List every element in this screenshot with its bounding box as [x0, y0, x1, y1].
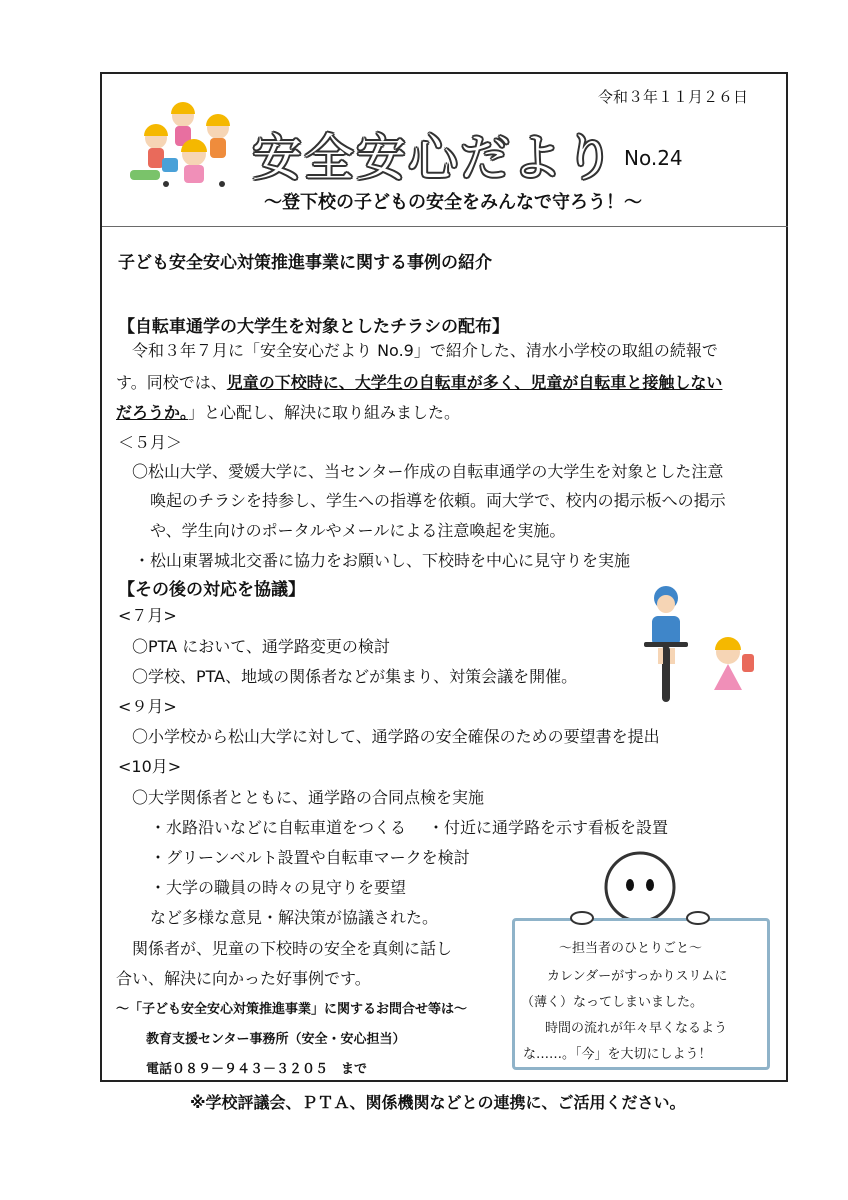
- intro-line-2-emphasis: 児童の下校時に、大学生の自転車が多く、児童が自転車と接触しない: [226, 373, 723, 392]
- october-summary: など多様な意見・解決策が協議された。: [150, 908, 439, 927]
- case-heading: 【自転車通学の大学生を対象としたチラシの配布】: [118, 317, 509, 337]
- october-bullet-2: ・付近に通学路を示す看板を設置: [428, 818, 669, 837]
- intro-line-3: [116, 400, 460, 423]
- newsletter-title: 安全安心だより: [252, 129, 616, 187]
- october-bullet-4: ・大学の職員の時々の見守りを要望: [150, 878, 407, 897]
- contact-heading: ～「子ども安全安心対策推進事業」に関するお問合せ等は～: [116, 1002, 468, 1017]
- october-item: 〇大学関係者とともに、通学路の合同点検を実施: [132, 788, 485, 807]
- july-item-2: 〇学校、PTA、地域の関係者などが集まり、対策会議を開催。: [132, 667, 578, 686]
- july-item-1: 〇PTA において、通学路変更の検討: [132, 637, 390, 656]
- hands-icon: [566, 906, 716, 926]
- october-bullet-1: ・水路沿いなどに自転車道をつくる: [150, 818, 407, 837]
- may-bullet: ・松山東署城北交番に協力をお願いし、下校時を中心に見守りを実施: [134, 551, 631, 570]
- contact-phone: 電話０８９－９４３－３２０５ まで: [146, 1062, 368, 1077]
- intro-line-3-emphasis: だろうか。: [116, 403, 189, 422]
- intro-line-2-plain: す。同校では、: [116, 373, 227, 392]
- note-line-2: （薄く）なってしまいました。: [521, 995, 704, 1010]
- intro-line-3-plain: 」と心配し、解決に取り組みました。: [188, 403, 461, 422]
- july-label: <７月>: [118, 606, 177, 625]
- note-line-4: な……。「今」を大切にしよう！: [523, 1047, 712, 1062]
- intro-line-2: [116, 370, 722, 393]
- note-box: [512, 918, 770, 1070]
- children-illustration: [126, 98, 246, 194]
- intro-line-1: 令和３年７月に「安全安心だより No.9」で紹介した、清水小学校の取組の続報で: [116, 341, 718, 360]
- october-bullet-3: ・グリーンベルト設置や自転車マークを検討: [150, 848, 470, 867]
- issue-date: 令和３年１１月２６日: [598, 88, 749, 106]
- footer-note: ※学校評議会、ＰＴＡ、関係機関などとの連携に、ご活用ください。: [190, 1093, 686, 1112]
- cyclist-illustration: [638, 584, 758, 708]
- may-item-line-3: や、学生向けのポータルやメールによる注意喚起を実施。: [150, 521, 566, 540]
- conclusion-line-1: 関係者が、児童の下校時の安全を真剣に話し: [116, 939, 453, 958]
- issue-number: No.24: [624, 146, 683, 170]
- section-title: 子ども安全安心対策推進事業に関する事例の紹介: [118, 253, 492, 273]
- contact-office: 教育支援センター事務所（安全・安心担当）: [146, 1032, 406, 1047]
- note-line-3: 時間の流れが年々早くなるよう: [545, 1021, 728, 1036]
- may-label: ＜５月＞: [118, 433, 183, 452]
- newsletter-subtitle: ～登下校の子どもの安全をみんなで守ろう！～: [264, 192, 642, 213]
- note-title: ～担当者のひとりごと～: [559, 941, 703, 956]
- conclusion-line-2: 合い、解決に向かった好事例です。: [116, 969, 371, 988]
- september-label: <９月>: [118, 697, 177, 716]
- followup-heading: 【その後の対応を協議】: [118, 580, 305, 600]
- october-label: <10月>: [118, 757, 182, 776]
- september-item: 〇小学校から松山大学に対して、通学路の安全確保のための要望書を提出: [132, 727, 660, 746]
- may-item-line-2: 喚起のチラシを持参し、学生への指導を依頼。両大学で、校内の掲示板への掲示: [150, 491, 726, 510]
- may-item-line-1: 〇松山大学、愛媛大学に、当センター作成の自転車通学の大学生を対象とした注意: [132, 462, 724, 481]
- note-line-1: カレンダーがすっかりスリムに: [547, 969, 728, 984]
- header-divider: [102, 226, 788, 227]
